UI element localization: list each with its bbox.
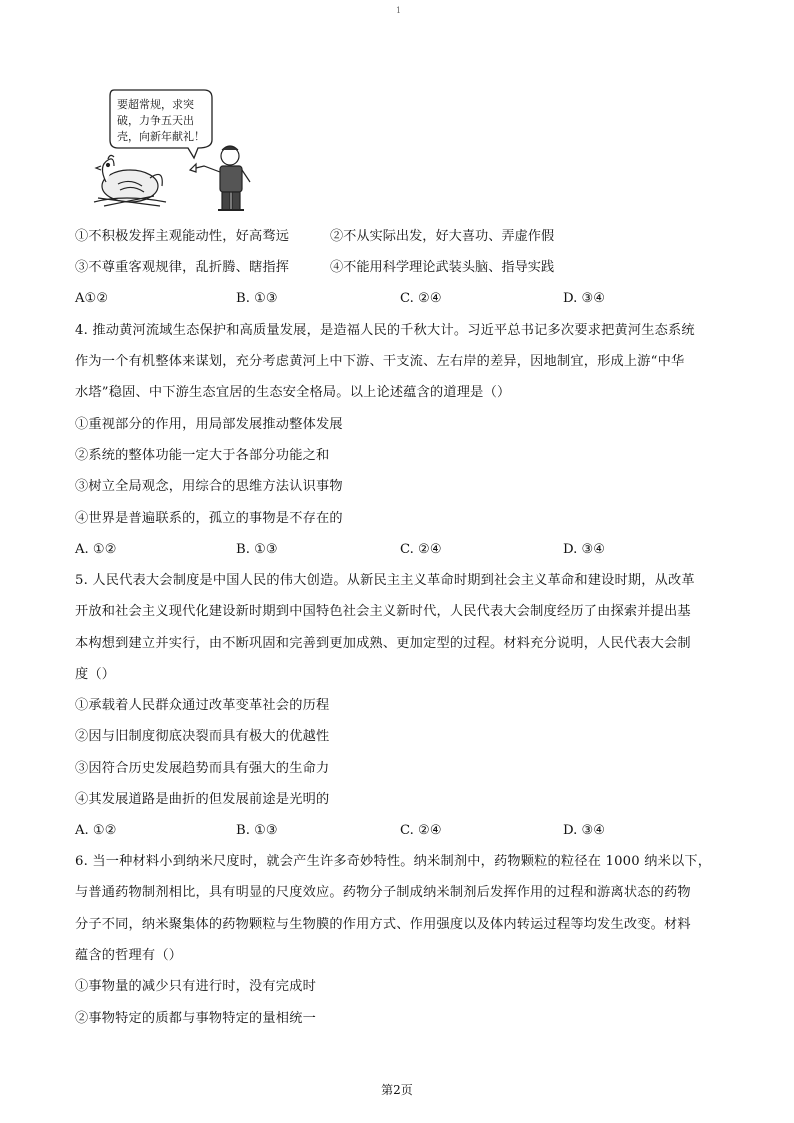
q5-statement-4: ④其发展道路是曲折的但发展前途是光明的: [75, 792, 330, 807]
q4-stem-line-3: 水塔”稳固、中下游生态宜居的生态安全格局。以上论述蕴含的道理是（）: [75, 385, 511, 400]
page-header-mark: 1: [396, 6, 402, 15]
q4-option-d[interactable]: D. ③④: [563, 542, 606, 557]
q5-stem-line-3: 本构想到建立并实行，由不断巩固和完善到更加成熟、更加定型的过程。材料充分说明，人民代表大会制: [75, 636, 691, 651]
q6-stem-line-3: 分子不同，纳米聚集体的药物颗粒与生物膜的作用方式、作用强度以及体内转运过程等均发生改变。材料: [75, 917, 691, 932]
q5-option-b[interactable]: B. ①③: [236, 823, 278, 838]
q4-stem-line-2: 作为一个有机整体来谋划，充分考虑黄河上中下游、干支流、左右岸的差异，因地制宜，形成上游“中华: [75, 354, 685, 369]
bubble-line-3: 壳，向新年献礼！: [117, 130, 205, 143]
q3-option-b[interactable]: B. ①③: [236, 291, 278, 306]
q5-stem-line-2: 开放和社会主义现代化建设新时期到中国特色社会主义新时代，人民代表大会制度经历了由探索并提出基: [75, 604, 691, 619]
q6-stem-line-1: 6. 当一种材料小到纳米尺度时，就会产生许多奇妙特性。纳米制剂中，药物颗粒的粒径在 1000 纳米以下，: [75, 854, 712, 869]
q3-statement-3: ③不尊重客观规律，乱折腾、瞎指挥: [75, 260, 290, 275]
q3-option-d[interactable]: D. ③④: [563, 291, 606, 306]
q6-stem-line-2: 与普通药物制剂相比，具有明显的尺度效应。药物分子制成纳米制剂后发挥作用的过程和游离状态的药物: [75, 885, 691, 900]
q3-option-c[interactable]: C. ②④: [400, 291, 442, 306]
q4-statement-4: ④世界是普遍联系的，孤立的事物是不存在的: [75, 511, 343, 526]
q5-stem-line-4: 度（）: [75, 667, 116, 682]
q4-option-a[interactable]: A. ①②: [75, 542, 117, 557]
hen-icon: [94, 155, 166, 206]
q6-statement-1: ①事物量的减少只有进行时，没有完成时: [75, 979, 316, 994]
bubble-line-1: 要超常规，求突: [117, 98, 194, 111]
q5-option-a[interactable]: A. ①②: [75, 823, 117, 838]
q3-statement-1: ①不积极发挥主观能动性，好高骛远: [75, 229, 290, 244]
q5-option-c[interactable]: C. ②④: [400, 823, 442, 838]
q5-option-d[interactable]: D. ③④: [563, 823, 606, 838]
q5-statement-2: ②因与旧制度彻底决裂而具有极大的优越性: [75, 729, 330, 744]
page-number: 第2页: [381, 1083, 413, 1097]
q5-statement-1: ①承载着人民群众通过改革变革社会的历程: [75, 698, 330, 713]
q6-statement-2: ②事物特定的质都与事物特定的量相统一: [75, 1011, 316, 1026]
q4-option-b[interactable]: B. ①③: [236, 542, 278, 557]
bubble-line-2: 破，力争五天出: [117, 114, 194, 127]
q5-stem-line-1: 5. 人民代表大会制度是中国人民的伟大创造。从新民主主义革命时期到社会主义革命和建设时期，从改革: [75, 573, 695, 588]
q3-statement-2: ②不从实际出发，好大喜功、弄虚作假: [330, 229, 555, 244]
cartoon-illustration: [84, 86, 270, 216]
q3-option-a[interactable]: A①②: [75, 291, 109, 306]
q4-option-c[interactable]: C. ②④: [400, 542, 442, 557]
man-icon: [190, 146, 250, 210]
q4-stem-line-1: 4. 推动黄河流域生态保护和高质量发展，是造福人民的千秋大计。习近平总书记多次要求把黄河生态系统: [75, 323, 695, 338]
q4-statement-3: ③树立全局观念，用综合的思维方法认识事物: [75, 479, 343, 494]
q6-stem-line-4: 蕴含的哲理有（）: [75, 948, 183, 963]
q4-statement-2: ②系统的整体功能一定大于各部分功能之和: [75, 448, 330, 463]
q4-statement-1: ①重视部分的作用，用局部发展推动整体发展: [75, 417, 343, 432]
q5-statement-3: ③因符合历史发展趋势而具有强大的生命力: [75, 761, 330, 776]
q3-statement-4: ④不能用科学理论武装头脑、指导实践: [330, 260, 555, 275]
